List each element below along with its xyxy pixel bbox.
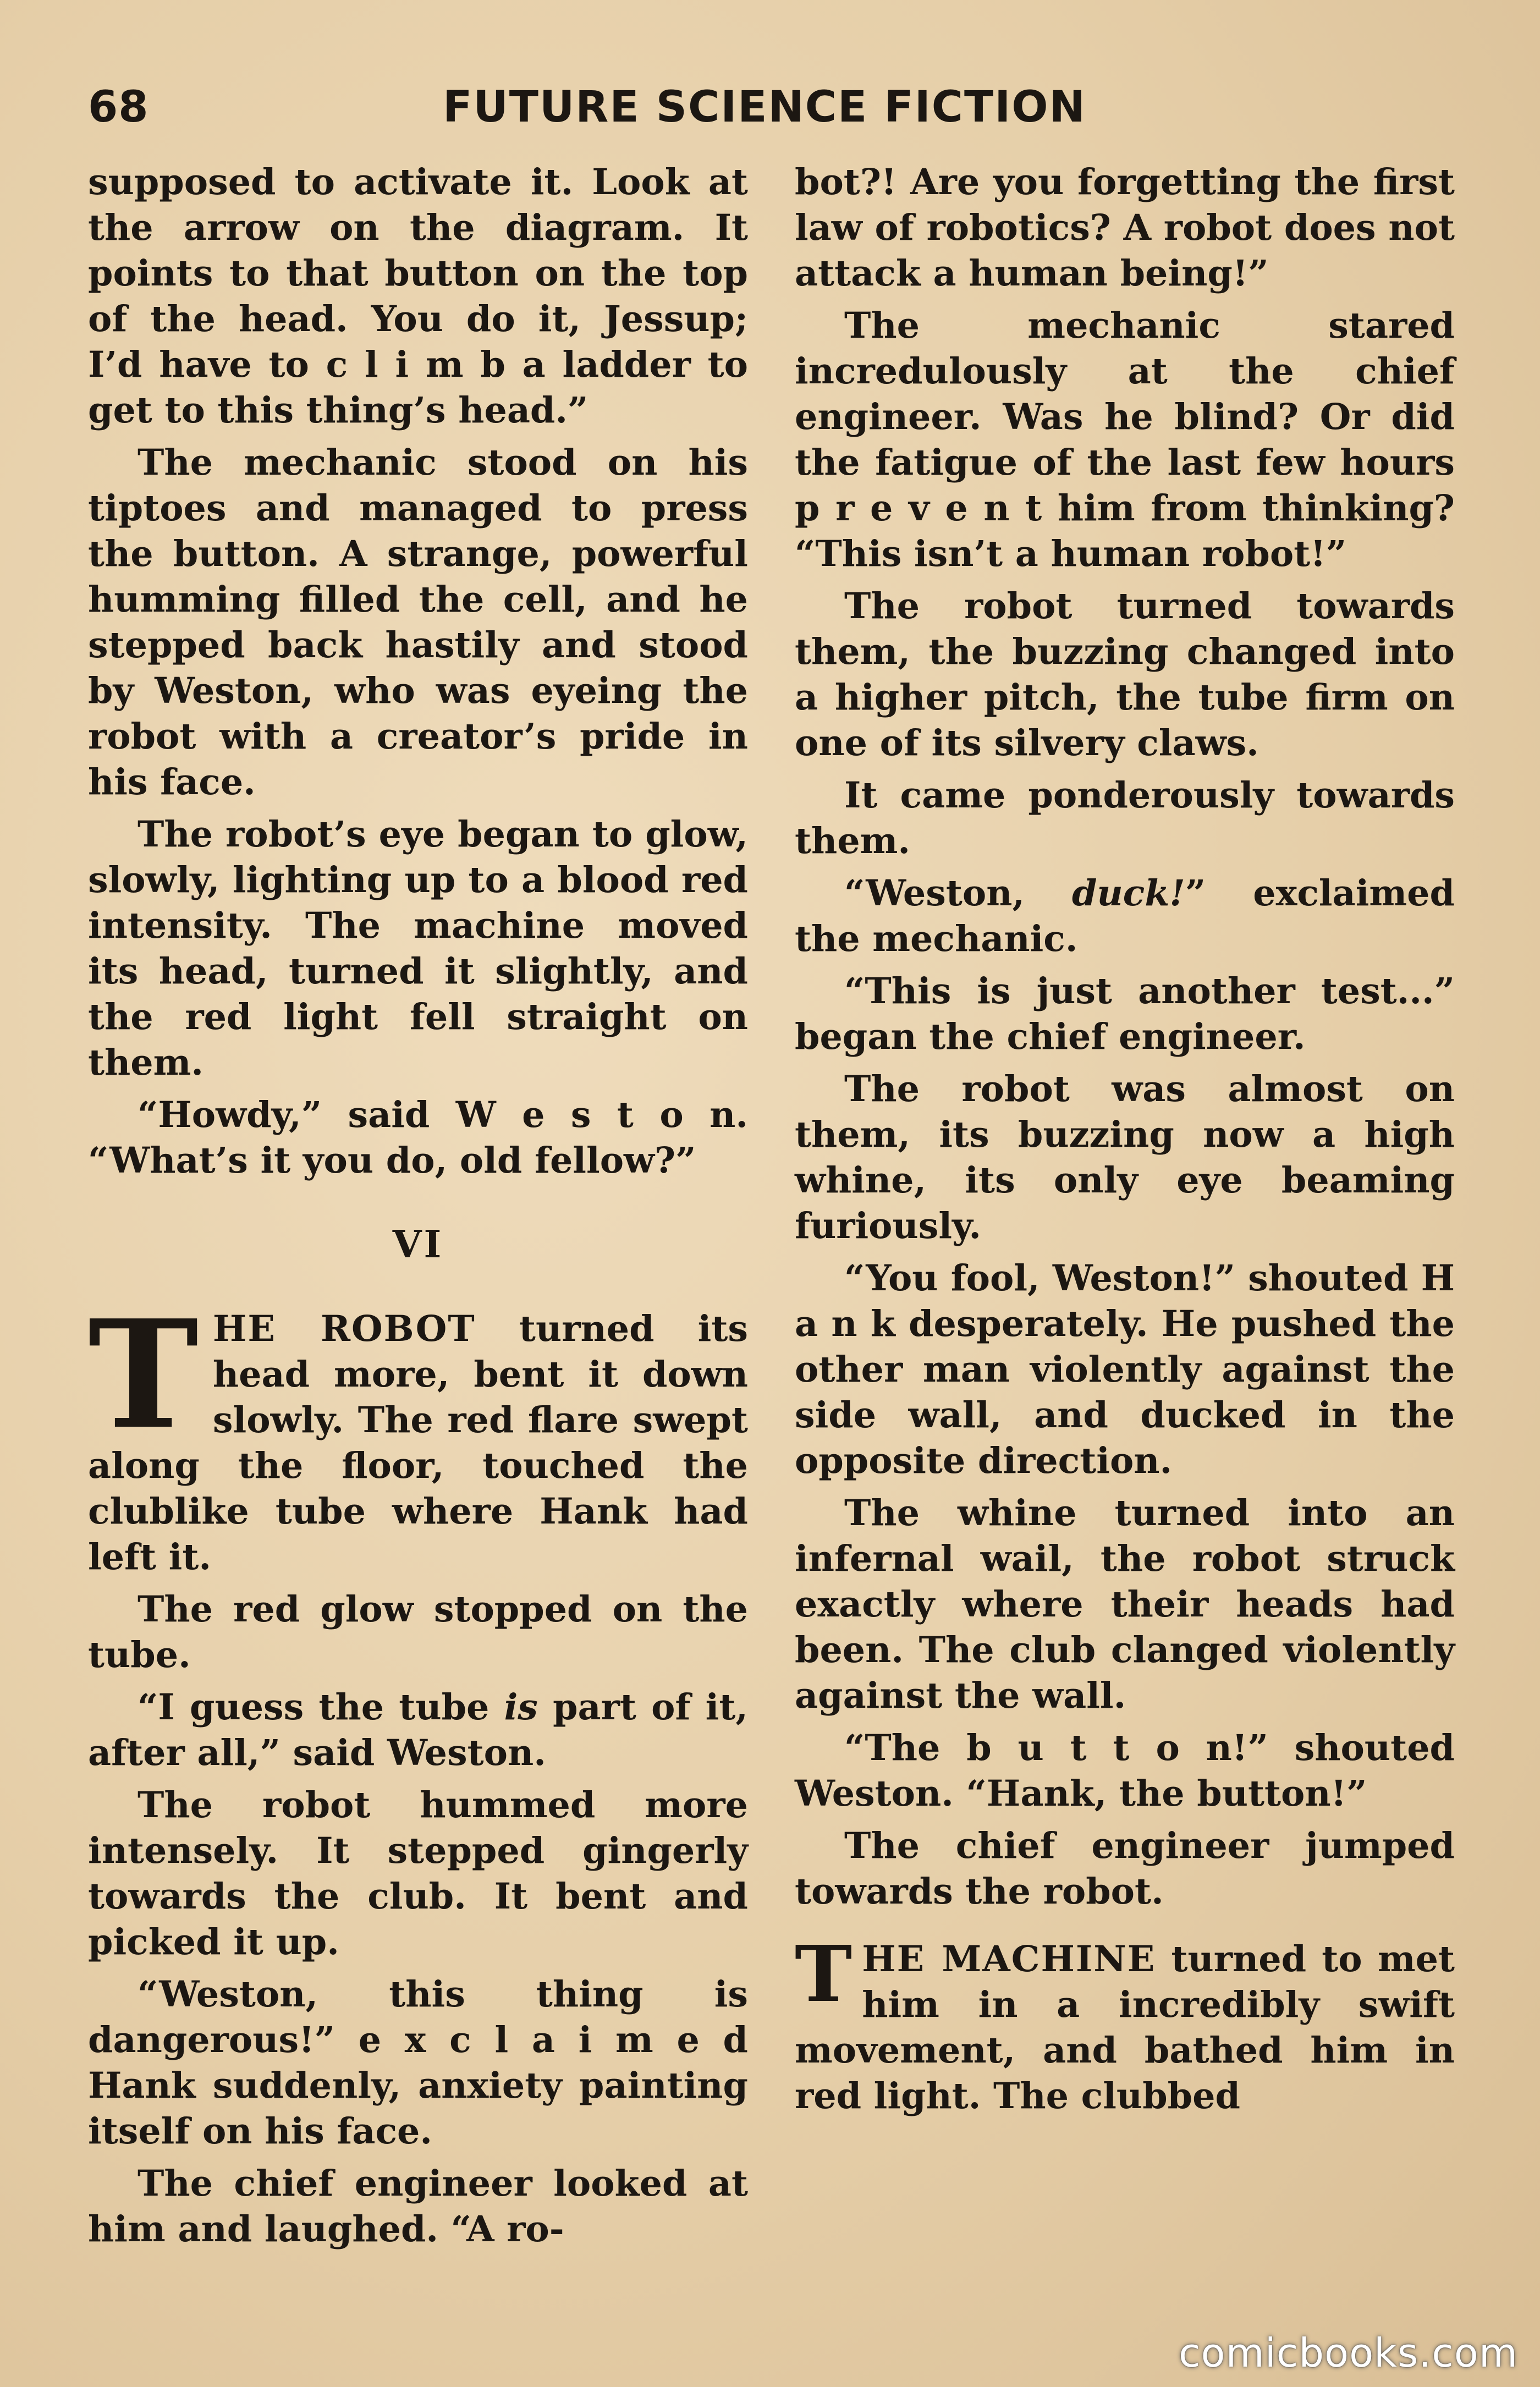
lead-in: HE ROBOT	[212, 1308, 476, 1350]
paragraph	[795, 871, 1455, 962]
text-run: “Weston,	[844, 872, 1072, 914]
paragraph	[88, 1685, 748, 1776]
paragraph: It came ponderously towards them.	[795, 774, 1455, 862]
section-heading: VI	[392, 1223, 444, 1267]
emphasis: duck!	[1072, 872, 1185, 914]
right-column	[795, 160, 1455, 2126]
paragraph: The robot turned towards them, the buzzing changed into a higher pitch, the tube firm on one of its silvery claws.	[795, 585, 1455, 764]
emphasis: is	[504, 1686, 538, 1728]
drop-cap: T	[795, 1929, 853, 2020]
paragraph: The chief engineer jumped towards the robot.	[795, 1825, 1455, 1912]
page-number: 68	[88, 82, 149, 132]
text-run: “I guess the tube	[138, 1686, 504, 1728]
text-run: part of it, after all,” said Weston.	[88, 1686, 748, 1774]
paragraph: The chief engineer looked at him and laughed. “A ro-	[88, 2163, 748, 2250]
paragraph: “You fool, Weston!” shouted H a n k desperately. He pushed the other man violently against the side wall, and ducked in the opposite direction.	[795, 1257, 1455, 1482]
paragraph-text: turned its head more, bent it down slowly. The red flare swept along the floor, touched the clublike tube where Hank had left it.	[88, 1308, 748, 1578]
paragraph-dropcap	[795, 1929, 1455, 2119]
text-run: ” exclaimed the mechanic.	[795, 872, 1455, 960]
paragraph-dropcap	[88, 1287, 748, 1580]
paragraph: The red glow stopped on the tube.	[88, 1588, 748, 1676]
paragraph: bot?! Are you forgetting the first law of robotics? A robot does not attack a human being!”	[795, 161, 1455, 294]
page-header	[88, 82, 1441, 143]
left-column	[88, 160, 748, 2259]
running-title: FUTURE SCIENCE FICTION	[443, 82, 1086, 132]
paragraph: The mechanic stood on his tiptoes and managed to press the button. A strange, powerful humming filled the cell, and he stepped back hastily and stood by Weston, who was eyeing the robot with a creator’s pride in his face.	[88, 442, 748, 803]
paragraph: The robot was almost on them, its buzzing now a high whine, its only eye beaming furiously.	[795, 1068, 1455, 1247]
lead-in: HE MACHINE	[862, 1938, 1156, 1980]
watermark: comicbooks.com	[1178, 2330, 1518, 2376]
paragraph: The robot’s eye began to glow, slowly, lighting up to a blood red intensity. The machine moved its head, turned it slightly, and the red light fell straight on them.	[88, 813, 748, 1084]
paragraph: supposed to activate it. Look at the arrow on the diagram. It points to that button on the top of the head. You do it, Jessup; I’d have to c l i m b a ladder to get to this thing’s head.”	[88, 161, 748, 431]
paragraph: “The b u t t o n!” shouted Weston. “Hank, the button!”	[795, 1727, 1455, 1814]
paragraph: “Weston, this thing is dangerous!” e x c l a i m e d Hank suddenly, anxiety painting itself on his face.	[88, 1973, 748, 2152]
drop-cap: T	[88, 1287, 199, 1462]
paragraph: “This is just another test...” began the chief engineer.	[795, 970, 1455, 1058]
paragraph: The robot hummed more intensely. It stepped gingerly towards the club. It bent and picked it up.	[88, 1784, 748, 1963]
paragraph: The mechanic stared incredulously at the chief engineer. Was he blind? Or did the fatigue of the last few hours p r e v e n t him from thinking? “This isn’t a human robot!”	[795, 305, 1455, 575]
paragraph: “Howdy,” said W e s t o n. “What’s it you do, old fellow?”	[88, 1094, 748, 1181]
paragraph-text: turned to met him in a incredibly swift movement, and bathed him in red light. The clubbed	[795, 1938, 1455, 2117]
paragraph: The whine turned into an infernal wail, the robot struck exactly where their heads had been. The club clanged violently against the wall.	[795, 1492, 1455, 1717]
